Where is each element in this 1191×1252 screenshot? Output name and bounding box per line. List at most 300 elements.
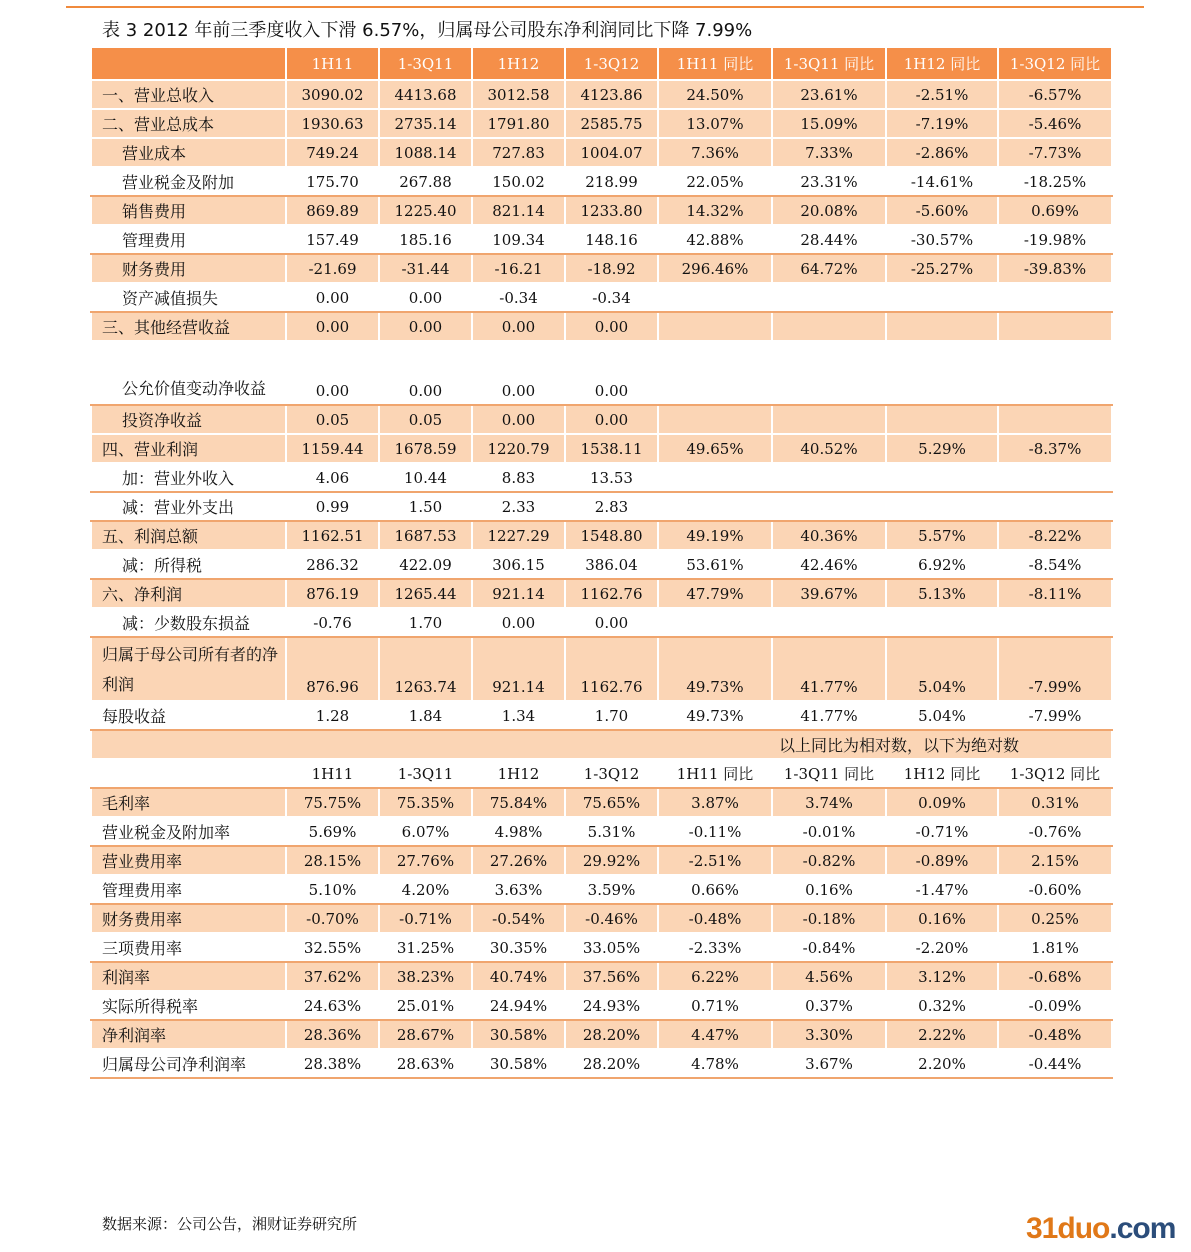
value-cell: -31.44 xyxy=(379,254,472,283)
value-cell: -0.54% xyxy=(472,904,565,933)
value-cell: 0.00 xyxy=(379,341,472,405)
value-cell: 49.73% xyxy=(658,637,772,701)
table-row xyxy=(91,341,1112,405)
value-cell: 5.13% xyxy=(886,579,998,608)
value-cell: -18.92 xyxy=(565,254,658,283)
value-cell: 7.36% xyxy=(658,138,772,167)
value-cell: -2.51% xyxy=(886,80,998,109)
value-cell: -2.86% xyxy=(886,138,998,167)
value-cell: -7.99% xyxy=(998,701,1112,730)
value-cell: 286.32 xyxy=(286,550,379,579)
value-cell: 0.71% xyxy=(658,991,772,1020)
value-cell: -1.47% xyxy=(886,875,998,904)
row-label: 加：营业外收入 xyxy=(91,463,286,492)
value-cell: 5.29% xyxy=(886,434,998,463)
row-label: 财务费用 xyxy=(91,254,286,283)
value-cell: 28.20% xyxy=(565,1020,658,1049)
value-cell: 14.32% xyxy=(658,196,772,225)
row-label: 销售费用 xyxy=(91,196,286,225)
value-cell: 8.83 xyxy=(472,463,565,492)
header-cell: 1H12 同比 xyxy=(886,47,998,80)
value-cell: 1159.44 xyxy=(286,434,379,463)
value-cell: -7.73% xyxy=(998,138,1112,167)
table-row xyxy=(91,167,1112,196)
value-cell: 4.06 xyxy=(286,463,379,492)
value-cell: 921.14 xyxy=(472,579,565,608)
row-label: 二、营业总成本 xyxy=(91,109,286,138)
value-cell xyxy=(772,492,886,521)
value-cell: 821.14 xyxy=(472,196,565,225)
value-cell: 24.93% xyxy=(565,991,658,1020)
value-cell: 53.61% xyxy=(658,550,772,579)
value-cell: 75.35% xyxy=(379,788,472,817)
value-cell: -0.01% xyxy=(772,817,886,846)
value-cell: 3090.02 xyxy=(286,80,379,109)
row-label: 实际所得税率 xyxy=(91,991,286,1020)
value-cell: 4.98% xyxy=(472,817,565,846)
value-cell: -0.44% xyxy=(998,1049,1112,1078)
header-cell xyxy=(91,47,286,80)
table-row xyxy=(91,492,1112,521)
value-cell: 49.19% xyxy=(658,521,772,550)
value-cell: 25.01% xyxy=(379,991,472,1020)
table-row xyxy=(91,463,1112,492)
value-cell: 0.00 xyxy=(565,608,658,637)
value-cell: -39.83% xyxy=(998,254,1112,283)
value-cell: 10.44 xyxy=(379,463,472,492)
value-cell xyxy=(998,312,1112,341)
value-cell: 4.47% xyxy=(658,1020,772,1049)
value-cell xyxy=(886,405,998,434)
row-label: 净利润率 xyxy=(91,1020,286,1049)
value-cell: 49.73% xyxy=(658,701,772,730)
sub-header-cell: 1H12 xyxy=(472,759,565,788)
value-cell: 30.58% xyxy=(472,1020,565,1049)
value-cell: 3.63% xyxy=(472,875,565,904)
value-cell: -0.76 xyxy=(286,608,379,637)
value-cell xyxy=(772,463,886,492)
ratio-header-row xyxy=(91,759,1112,788)
value-cell: 27.26% xyxy=(472,846,565,875)
header-cell: 1-3Q11 xyxy=(379,47,472,80)
row-label: 营业税金及附加率 xyxy=(91,817,286,846)
sub-header-cell: 1-3Q12 同比 xyxy=(998,759,1112,788)
sub-header-cell: 1H11 同比 xyxy=(658,759,772,788)
row-label: 五、利润总额 xyxy=(91,521,286,550)
row-label: 四、营业利润 xyxy=(91,434,286,463)
header-cell: 1H11 同比 xyxy=(658,47,772,80)
value-cell: 1225.40 xyxy=(379,196,472,225)
value-cell: -14.61% xyxy=(886,167,998,196)
value-cell: 47.79% xyxy=(658,579,772,608)
value-cell: 1.70 xyxy=(379,608,472,637)
value-cell: 0.00 xyxy=(379,283,472,312)
table-row xyxy=(91,283,1112,312)
value-cell: 0.00 xyxy=(286,341,379,405)
ratio-row xyxy=(91,788,1112,817)
value-cell: 1687.53 xyxy=(379,521,472,550)
value-cell: -0.68% xyxy=(998,962,1112,991)
value-cell: -8.22% xyxy=(998,521,1112,550)
value-cell: 1791.80 xyxy=(472,109,565,138)
value-cell: 0.69% xyxy=(998,196,1112,225)
value-cell: 0.32% xyxy=(886,991,998,1020)
value-cell: 13.53 xyxy=(565,463,658,492)
value-cell: 38.23% xyxy=(379,962,472,991)
table-row xyxy=(91,608,1112,637)
value-cell: 2.83 xyxy=(565,492,658,521)
value-cell: -0.70% xyxy=(286,904,379,933)
value-cell: -0.46% xyxy=(565,904,658,933)
value-cell: -0.89% xyxy=(886,846,998,875)
row-label: 营业费用率 xyxy=(91,846,286,875)
value-cell: 0.00 xyxy=(472,341,565,405)
note-row xyxy=(91,730,1112,759)
value-cell: 1.81% xyxy=(998,933,1112,962)
table-header-row xyxy=(91,47,1112,80)
row-label: 管理费用率 xyxy=(91,875,286,904)
table-row xyxy=(91,579,1112,608)
value-cell: -21.69 xyxy=(286,254,379,283)
value-cell: 386.04 xyxy=(565,550,658,579)
row-label: 资产减值损失 xyxy=(91,283,286,312)
value-cell xyxy=(658,608,772,637)
value-cell xyxy=(772,608,886,637)
value-cell: 1220.79 xyxy=(472,434,565,463)
value-cell: 28.36% xyxy=(286,1020,379,1049)
value-cell: 40.74% xyxy=(472,962,565,991)
sub-header-cell xyxy=(91,759,286,788)
ratio-row xyxy=(91,904,1112,933)
top-rule xyxy=(66,6,1144,8)
value-cell: -2.33% xyxy=(658,933,772,962)
ratio-row xyxy=(91,1020,1112,1049)
value-cell: 1162.76 xyxy=(565,637,658,701)
financial-table xyxy=(90,46,1113,1079)
value-cell: 3012.58 xyxy=(472,80,565,109)
value-cell: 0.16% xyxy=(772,875,886,904)
table-row xyxy=(91,254,1112,283)
value-cell: -0.09% xyxy=(998,991,1112,1020)
value-cell: 1162.51 xyxy=(286,521,379,550)
value-cell: 7.33% xyxy=(772,138,886,167)
value-cell: -0.34 xyxy=(565,283,658,312)
value-cell: 22.05% xyxy=(658,167,772,196)
value-cell: 5.04% xyxy=(886,701,998,730)
value-cell: -7.99% xyxy=(998,637,1112,701)
value-cell: 876.19 xyxy=(286,579,379,608)
ratio-row xyxy=(91,962,1112,991)
value-cell: -5.46% xyxy=(998,109,1112,138)
sub-header-cell: 1-3Q11 同比 xyxy=(772,759,886,788)
value-cell: -0.18% xyxy=(772,904,886,933)
value-cell: -5.60% xyxy=(886,196,998,225)
table-title: 表 3 2012 年前三季度收入下滑 6.57%，归属母公司股东净利润同比下降 7.99% xyxy=(102,20,753,41)
value-cell: 1227.29 xyxy=(472,521,565,550)
value-cell: 3.74% xyxy=(772,788,886,817)
value-cell: 0.00 xyxy=(565,405,658,434)
value-cell: 0.09% xyxy=(886,788,998,817)
value-cell: 1265.44 xyxy=(379,579,472,608)
value-cell xyxy=(886,492,998,521)
value-cell: 5.31% xyxy=(565,817,658,846)
value-cell xyxy=(658,492,772,521)
value-cell: 3.87% xyxy=(658,788,772,817)
value-cell: 0.00 xyxy=(286,283,379,312)
row-label: 公允价值变动净收益 xyxy=(91,341,286,405)
row-label: 毛利率 xyxy=(91,788,286,817)
value-cell: 6.92% xyxy=(886,550,998,579)
value-cell: 6.07% xyxy=(379,817,472,846)
row-label: 营业成本 xyxy=(91,138,286,167)
value-cell: 75.75% xyxy=(286,788,379,817)
value-cell: 4123.86 xyxy=(565,80,658,109)
value-cell: 20.08% xyxy=(772,196,886,225)
value-cell: -0.71% xyxy=(379,904,472,933)
value-cell: 0.25% xyxy=(998,904,1112,933)
value-cell xyxy=(772,405,886,434)
value-cell: 2.15% xyxy=(998,846,1112,875)
header-cell: 1-3Q11 同比 xyxy=(772,47,886,80)
value-cell xyxy=(886,608,998,637)
sub-header-cell: 1H11 xyxy=(286,759,379,788)
value-cell: 0.05 xyxy=(286,405,379,434)
ratio-row xyxy=(91,991,1112,1020)
ratio-row xyxy=(91,933,1112,962)
sub-header-cell: 1-3Q11 xyxy=(379,759,472,788)
value-cell: 4.78% xyxy=(658,1049,772,1078)
value-cell: 267.88 xyxy=(379,167,472,196)
value-cell: 157.49 xyxy=(286,225,379,254)
row-label: 财务费用率 xyxy=(91,904,286,933)
row-label: 归属于母公司所有者的净利润 xyxy=(91,637,286,701)
header-cell: 1-3Q12 xyxy=(565,47,658,80)
value-cell: -8.37% xyxy=(998,434,1112,463)
value-cell: 109.34 xyxy=(472,225,565,254)
value-cell: 1548.80 xyxy=(565,521,658,550)
value-cell xyxy=(998,608,1112,637)
value-cell: -30.57% xyxy=(886,225,998,254)
value-cell: 0.37% xyxy=(772,991,886,1020)
value-cell: 41.77% xyxy=(772,637,886,701)
table-row xyxy=(91,405,1112,434)
ratio-row xyxy=(91,1049,1112,1078)
value-cell: 40.52% xyxy=(772,434,886,463)
value-cell: 27.76% xyxy=(379,846,472,875)
value-cell: -0.48% xyxy=(998,1020,1112,1049)
value-cell: 296.46% xyxy=(658,254,772,283)
value-cell: 32.55% xyxy=(286,933,379,962)
value-cell: -2.51% xyxy=(658,846,772,875)
value-cell: 28.44% xyxy=(772,225,886,254)
table-row xyxy=(91,312,1112,341)
value-cell xyxy=(998,341,1112,405)
row-label: 三、其他经营收益 xyxy=(91,312,286,341)
value-cell xyxy=(772,312,886,341)
value-cell: 749.24 xyxy=(286,138,379,167)
value-cell: 876.96 xyxy=(286,637,379,701)
value-cell: 4.20% xyxy=(379,875,472,904)
value-cell: 3.12% xyxy=(886,962,998,991)
table-row xyxy=(91,225,1112,254)
value-cell: -0.11% xyxy=(658,817,772,846)
value-cell: 28.15% xyxy=(286,846,379,875)
value-cell: 1678.59 xyxy=(379,434,472,463)
value-cell: 5.69% xyxy=(286,817,379,846)
value-cell xyxy=(886,312,998,341)
value-cell: 42.88% xyxy=(658,225,772,254)
value-cell: 422.09 xyxy=(379,550,472,579)
value-cell: -18.25% xyxy=(998,167,1112,196)
row-label: 归属母公司净利润率 xyxy=(91,1049,286,1078)
value-cell: 0.00 xyxy=(472,405,565,434)
value-cell xyxy=(998,283,1112,312)
value-cell: 75.84% xyxy=(472,788,565,817)
value-cell: 5.04% xyxy=(886,637,998,701)
ratio-row xyxy=(91,875,1112,904)
value-cell: 4.56% xyxy=(772,962,886,991)
watermark-logo: 31duo.com xyxy=(1026,1212,1176,1245)
value-cell: 64.72% xyxy=(772,254,886,283)
value-cell: -2.20% xyxy=(886,933,998,962)
value-cell: 15.09% xyxy=(772,109,886,138)
value-cell: 1.34 xyxy=(472,701,565,730)
header-cell: 1-3Q12 同比 xyxy=(998,47,1112,80)
value-cell: 0.00 xyxy=(565,312,658,341)
value-cell: 75.65% xyxy=(565,788,658,817)
value-cell: 29.92% xyxy=(565,846,658,875)
value-cell: 2735.14 xyxy=(379,109,472,138)
value-cell: 4413.68 xyxy=(379,80,472,109)
table-row xyxy=(91,138,1112,167)
value-cell: 306.15 xyxy=(472,550,565,579)
value-cell: 1233.80 xyxy=(565,196,658,225)
value-cell: 175.70 xyxy=(286,167,379,196)
value-cell: 42.46% xyxy=(772,550,886,579)
row-label: 减：少数股东损益 xyxy=(91,608,286,637)
value-cell: -8.54% xyxy=(998,550,1112,579)
value-cell: -6.57% xyxy=(998,80,1112,109)
value-cell xyxy=(886,283,998,312)
table-row xyxy=(91,637,1112,701)
value-cell: -0.82% xyxy=(772,846,886,875)
value-cell: 28.63% xyxy=(379,1049,472,1078)
table-row xyxy=(91,521,1112,550)
header-cell: 1H12 xyxy=(472,47,565,80)
value-cell: 1004.07 xyxy=(565,138,658,167)
row-label: 减：所得税 xyxy=(91,550,286,579)
value-cell: 1088.14 xyxy=(379,138,472,167)
value-cell: 1263.74 xyxy=(379,637,472,701)
value-cell: -0.60% xyxy=(998,875,1112,904)
row-label: 管理费用 xyxy=(91,225,286,254)
value-cell: 37.56% xyxy=(565,962,658,991)
note-text: 以上同比为相对数，以下为绝对数 xyxy=(91,730,1112,759)
value-cell: 28.38% xyxy=(286,1049,379,1078)
value-cell xyxy=(658,312,772,341)
value-cell: 3.59% xyxy=(565,875,658,904)
ratio-row xyxy=(91,817,1112,846)
value-cell xyxy=(658,341,772,405)
value-cell xyxy=(998,492,1112,521)
value-cell: 39.67% xyxy=(772,579,886,608)
value-cell xyxy=(998,405,1112,434)
value-cell: 5.57% xyxy=(886,521,998,550)
value-cell: 1538.11 xyxy=(565,434,658,463)
data-source: 数据来源：公司公告，湘财证券研究所 xyxy=(102,1215,358,1233)
value-cell: 2.22% xyxy=(886,1020,998,1049)
value-cell: 3.30% xyxy=(772,1020,886,1049)
value-cell: 0.00 xyxy=(472,312,565,341)
value-cell: 0.99 xyxy=(286,492,379,521)
value-cell: 150.02 xyxy=(472,167,565,196)
value-cell: -0.71% xyxy=(886,817,998,846)
row-label: 减：营业外支出 xyxy=(91,492,286,521)
header-cell: 1H11 xyxy=(286,47,379,80)
value-cell: -0.34 xyxy=(472,283,565,312)
value-cell xyxy=(658,283,772,312)
value-cell: 2585.75 xyxy=(565,109,658,138)
value-cell: 0.00 xyxy=(379,312,472,341)
value-cell xyxy=(998,463,1112,492)
value-cell: 2.33 xyxy=(472,492,565,521)
value-cell: -7.19% xyxy=(886,109,998,138)
value-cell xyxy=(772,341,886,405)
value-cell: 0.05 xyxy=(379,405,472,434)
value-cell: 23.31% xyxy=(772,167,886,196)
value-cell: 0.00 xyxy=(565,341,658,405)
value-cell xyxy=(658,405,772,434)
value-cell: 0.31% xyxy=(998,788,1112,817)
value-cell: 37.62% xyxy=(286,962,379,991)
table-row xyxy=(91,109,1112,138)
value-cell: 24.63% xyxy=(286,991,379,1020)
value-cell: 1162.76 xyxy=(565,579,658,608)
value-cell: 727.83 xyxy=(472,138,565,167)
value-cell: 5.10% xyxy=(286,875,379,904)
value-cell: 49.65% xyxy=(658,434,772,463)
value-cell: 148.16 xyxy=(565,225,658,254)
ratio-row xyxy=(91,846,1112,875)
value-cell: -25.27% xyxy=(886,254,998,283)
value-cell: -8.11% xyxy=(998,579,1112,608)
value-cell: -0.76% xyxy=(998,817,1112,846)
value-cell: -0.48% xyxy=(658,904,772,933)
table-row xyxy=(91,550,1112,579)
value-cell: 218.99 xyxy=(565,167,658,196)
value-cell: 0.66% xyxy=(658,875,772,904)
table-row xyxy=(91,196,1112,225)
table-row xyxy=(91,80,1112,109)
value-cell: -0.84% xyxy=(772,933,886,962)
value-cell: 30.58% xyxy=(472,1049,565,1078)
value-cell xyxy=(886,341,998,405)
value-cell xyxy=(772,283,886,312)
value-cell: 28.67% xyxy=(379,1020,472,1049)
value-cell: 0.16% xyxy=(886,904,998,933)
value-cell: 869.89 xyxy=(286,196,379,225)
value-cell xyxy=(658,463,772,492)
value-cell: 33.05% xyxy=(565,933,658,962)
row-label: 六、净利润 xyxy=(91,579,286,608)
row-label: 三项费用率 xyxy=(91,933,286,962)
row-label: 每股收益 xyxy=(91,701,286,730)
value-cell: 28.20% xyxy=(565,1049,658,1078)
row-label: 利润率 xyxy=(91,962,286,991)
value-cell: 1930.63 xyxy=(286,109,379,138)
value-cell: 41.77% xyxy=(772,701,886,730)
table-row xyxy=(91,701,1112,730)
